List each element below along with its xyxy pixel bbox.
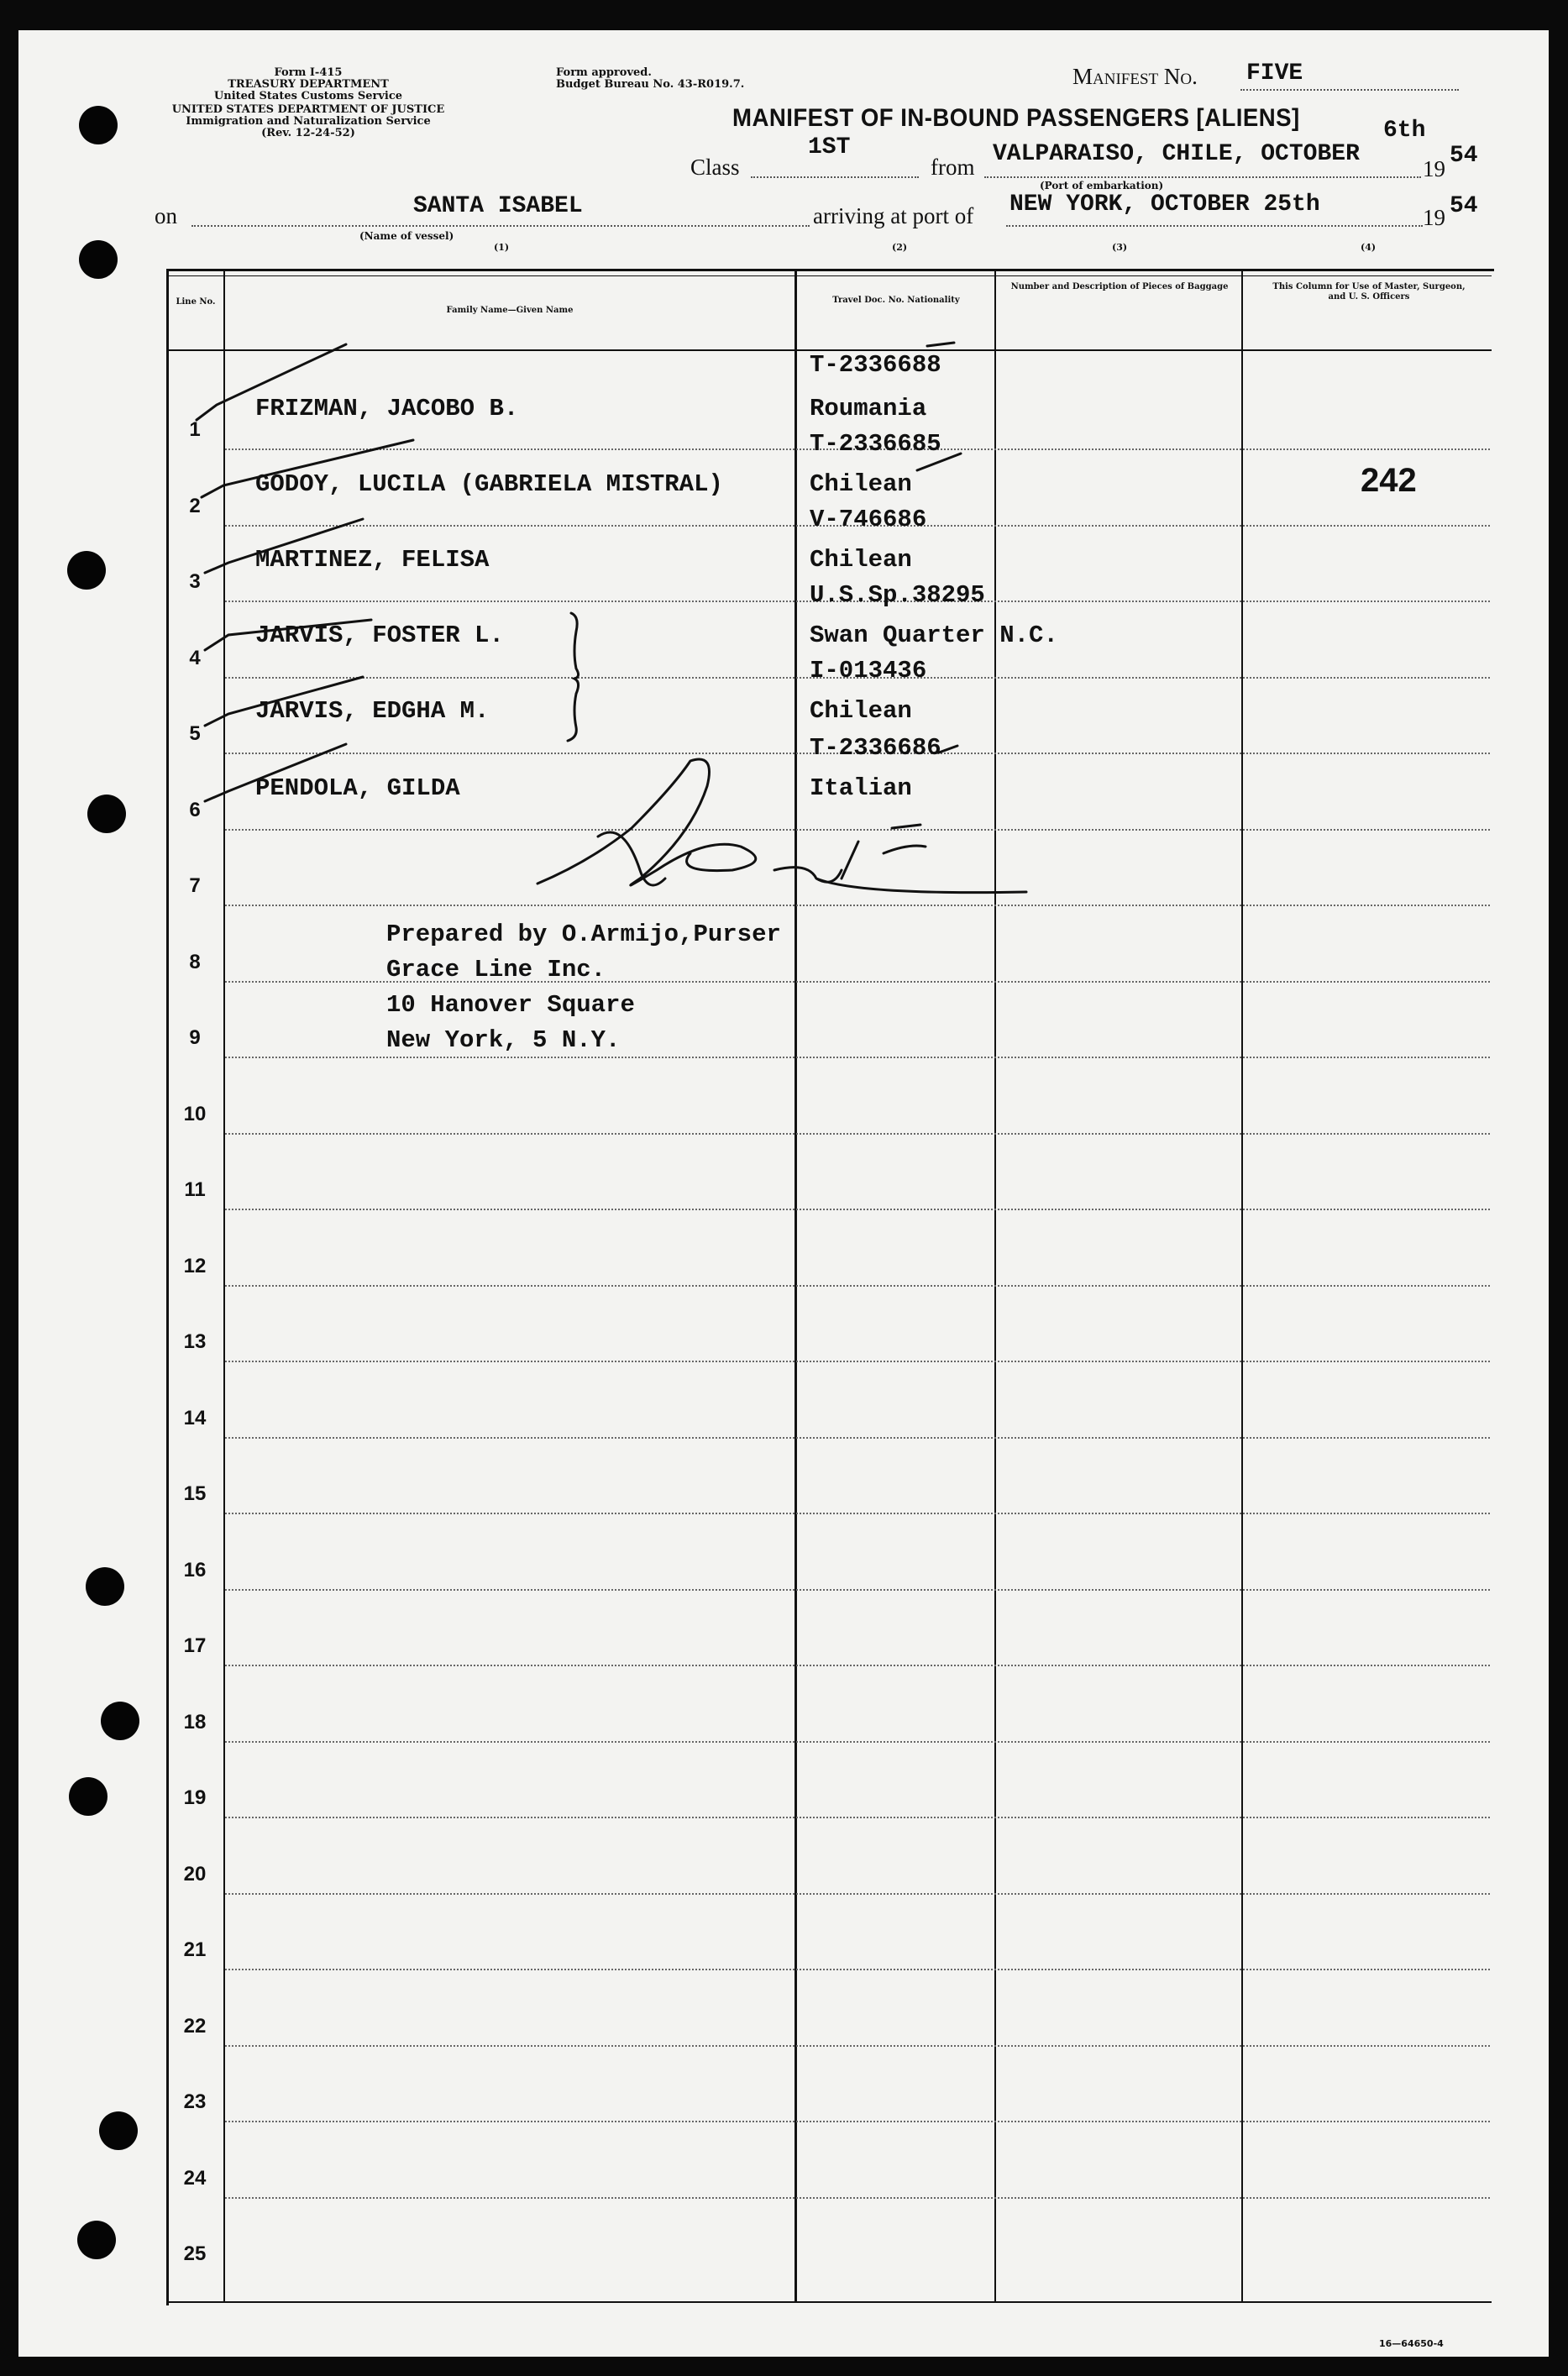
line-number: 21 <box>183 1938 207 1961</box>
passenger-2-doc: T-2336685 <box>810 430 941 458</box>
year-prefix: 19 <box>1423 156 1445 181</box>
check-mark <box>202 440 413 497</box>
line-number: 13 <box>183 1330 207 1353</box>
check-mark <box>197 344 346 420</box>
column-3-number: (3) <box>1112 242 1128 253</box>
line-number: 25 <box>183 2242 207 2265</box>
form-footer-code: 16—64650-4 <box>1379 2338 1444 2349</box>
passenger-3-doc: V-746686 <box>810 506 927 533</box>
arrival-value: NEW YORK, OCTOBER 25th <box>1009 191 1320 218</box>
column-2-number: (2) <box>892 242 908 253</box>
vessel-caption: (Name of vessel) <box>359 230 454 242</box>
class-label: Class <box>690 155 740 180</box>
passenger-3-name: MARTINEZ, FELISA <box>255 546 490 574</box>
manifest-title: MANIFEST OF IN-BOUND PASSENGERS [ALIENS] <box>732 104 1300 132</box>
passenger-6-doc: T-2336686 <box>810 734 941 762</box>
line-number: 4 <box>189 646 201 669</box>
from-day: 6th <box>1383 118 1426 144</box>
form-approval: Form approved. Budget Bureau No. 43-R019.7. <box>556 66 745 91</box>
manifest-page <box>18 30 1549 2357</box>
manifest-number-value: FIVE <box>1246 60 1303 87</box>
line-number: 17 <box>183 1634 207 1657</box>
passenger-6-name: PENDOLA, GILDA <box>255 774 460 802</box>
year-value: 54 <box>1450 143 1478 169</box>
line-number: 8 <box>189 950 201 973</box>
arrival-year-value: 54 <box>1450 193 1478 219</box>
check-mark <box>205 677 363 726</box>
line-number: 23 <box>183 2090 207 2113</box>
class-value: 1ST <box>808 134 851 160</box>
form-identification: Form I-415 TREASURY DEPARTMENT United States Customs Service UNITED STATES DEPARTMENT OF JUSTICE Immigration and Naturalization Service (Rev. 12-24-52) <box>171 66 445 139</box>
check-mark <box>205 744 346 801</box>
dash-mark <box>939 746 957 753</box>
line-number: 10 <box>183 1102 207 1125</box>
signature-mark <box>538 759 1026 893</box>
line-number: 9 <box>189 1026 201 1049</box>
line-number: 18 <box>183 1710 207 1733</box>
dash-mark <box>917 454 961 470</box>
vessel-name: SANTA ISABEL <box>413 193 583 219</box>
line-number: 6 <box>189 798 201 821</box>
passenger-2-nationality: Chilean <box>810 470 912 498</box>
passenger-5-nationality: Chilean <box>810 697 912 725</box>
header-travel-doc: Travel Doc. No. Nationality <box>832 296 960 305</box>
on-label: on <box>155 203 177 228</box>
handwritten-marks <box>18 30 1549 2357</box>
passenger-4-nationality: Swan Quarter N.C. <box>810 622 1058 649</box>
passenger-2-name: GODOY, LUCILA (GABRIELA MISTRAL) <box>255 470 723 498</box>
passenger-1-name: FRIZMAN, JACOBO B. <box>255 395 519 422</box>
line-number: 1 <box>189 418 201 441</box>
line-number: 11 <box>184 1178 206 1201</box>
arriving-label: arriving at port of <box>813 203 974 228</box>
prepared-by-address: 10 Hanover Square <box>386 991 635 1019</box>
passenger-6-nationality: Italian <box>810 774 912 802</box>
line-number: 2 <box>189 494 201 517</box>
passenger-5-doc: I-013436 <box>810 657 927 684</box>
header-name: Family Name—Given Name <box>446 306 574 315</box>
prepared-by-company: Grace Line Inc. <box>386 956 606 983</box>
line-number: 12 <box>183 1254 207 1277</box>
prepared-by-city: New York, 5 N.Y. <box>386 1026 621 1054</box>
line-number: 20 <box>183 1862 207 1886</box>
from-value: VALPARAISO, CHILE, OCTOBER <box>993 141 1360 167</box>
line-number: 3 <box>189 570 201 593</box>
check-mark <box>205 620 371 650</box>
line-number: 15 <box>183 1482 207 1505</box>
line-number: 19 <box>183 1786 207 1809</box>
line-number: 22 <box>183 2014 207 2038</box>
header-line-no: Line No. <box>176 297 216 307</box>
passenger-1-nationality: Roumania <box>810 395 927 422</box>
header-officers: This Column for Use of Master, Surgeon, and U. S. Officers <box>1272 282 1466 302</box>
manifest-number-label: Manifest No. <box>1072 64 1198 89</box>
prepared-by-line: Prepared by O.Armijo,Purser <box>386 921 781 948</box>
line-number: 5 <box>189 722 201 745</box>
passenger-2-officer-note: 242 <box>1361 462 1417 499</box>
passenger-4-name: JARVIS, FOSTER L. <box>255 622 504 649</box>
check-mark <box>205 519 363 573</box>
passenger-5-name: JARVIS, EDGHA M. <box>255 697 490 725</box>
arrival-year-prefix: 19 <box>1423 205 1445 230</box>
line-number: 24 <box>183 2166 207 2190</box>
port-caption: (Port of embarkation) <box>1040 180 1164 191</box>
dash-mark <box>927 343 954 346</box>
header-baggage: Number and Description of Pieces of Baggage <box>1010 282 1229 291</box>
passenger-4-doc: U.S.Sp.38295 <box>810 581 985 609</box>
passenger-1-doc: T-2336688 <box>810 351 941 379</box>
bracket-mark <box>568 613 579 741</box>
line-number: 14 <box>183 1406 207 1429</box>
passenger-3-nationality: Chilean <box>810 546 912 574</box>
line-number: 16 <box>183 1558 207 1581</box>
column-4-number: (4) <box>1361 242 1377 253</box>
column-1-number: (1) <box>494 242 510 253</box>
from-label: from <box>931 155 975 180</box>
line-number: 7 <box>189 874 201 897</box>
